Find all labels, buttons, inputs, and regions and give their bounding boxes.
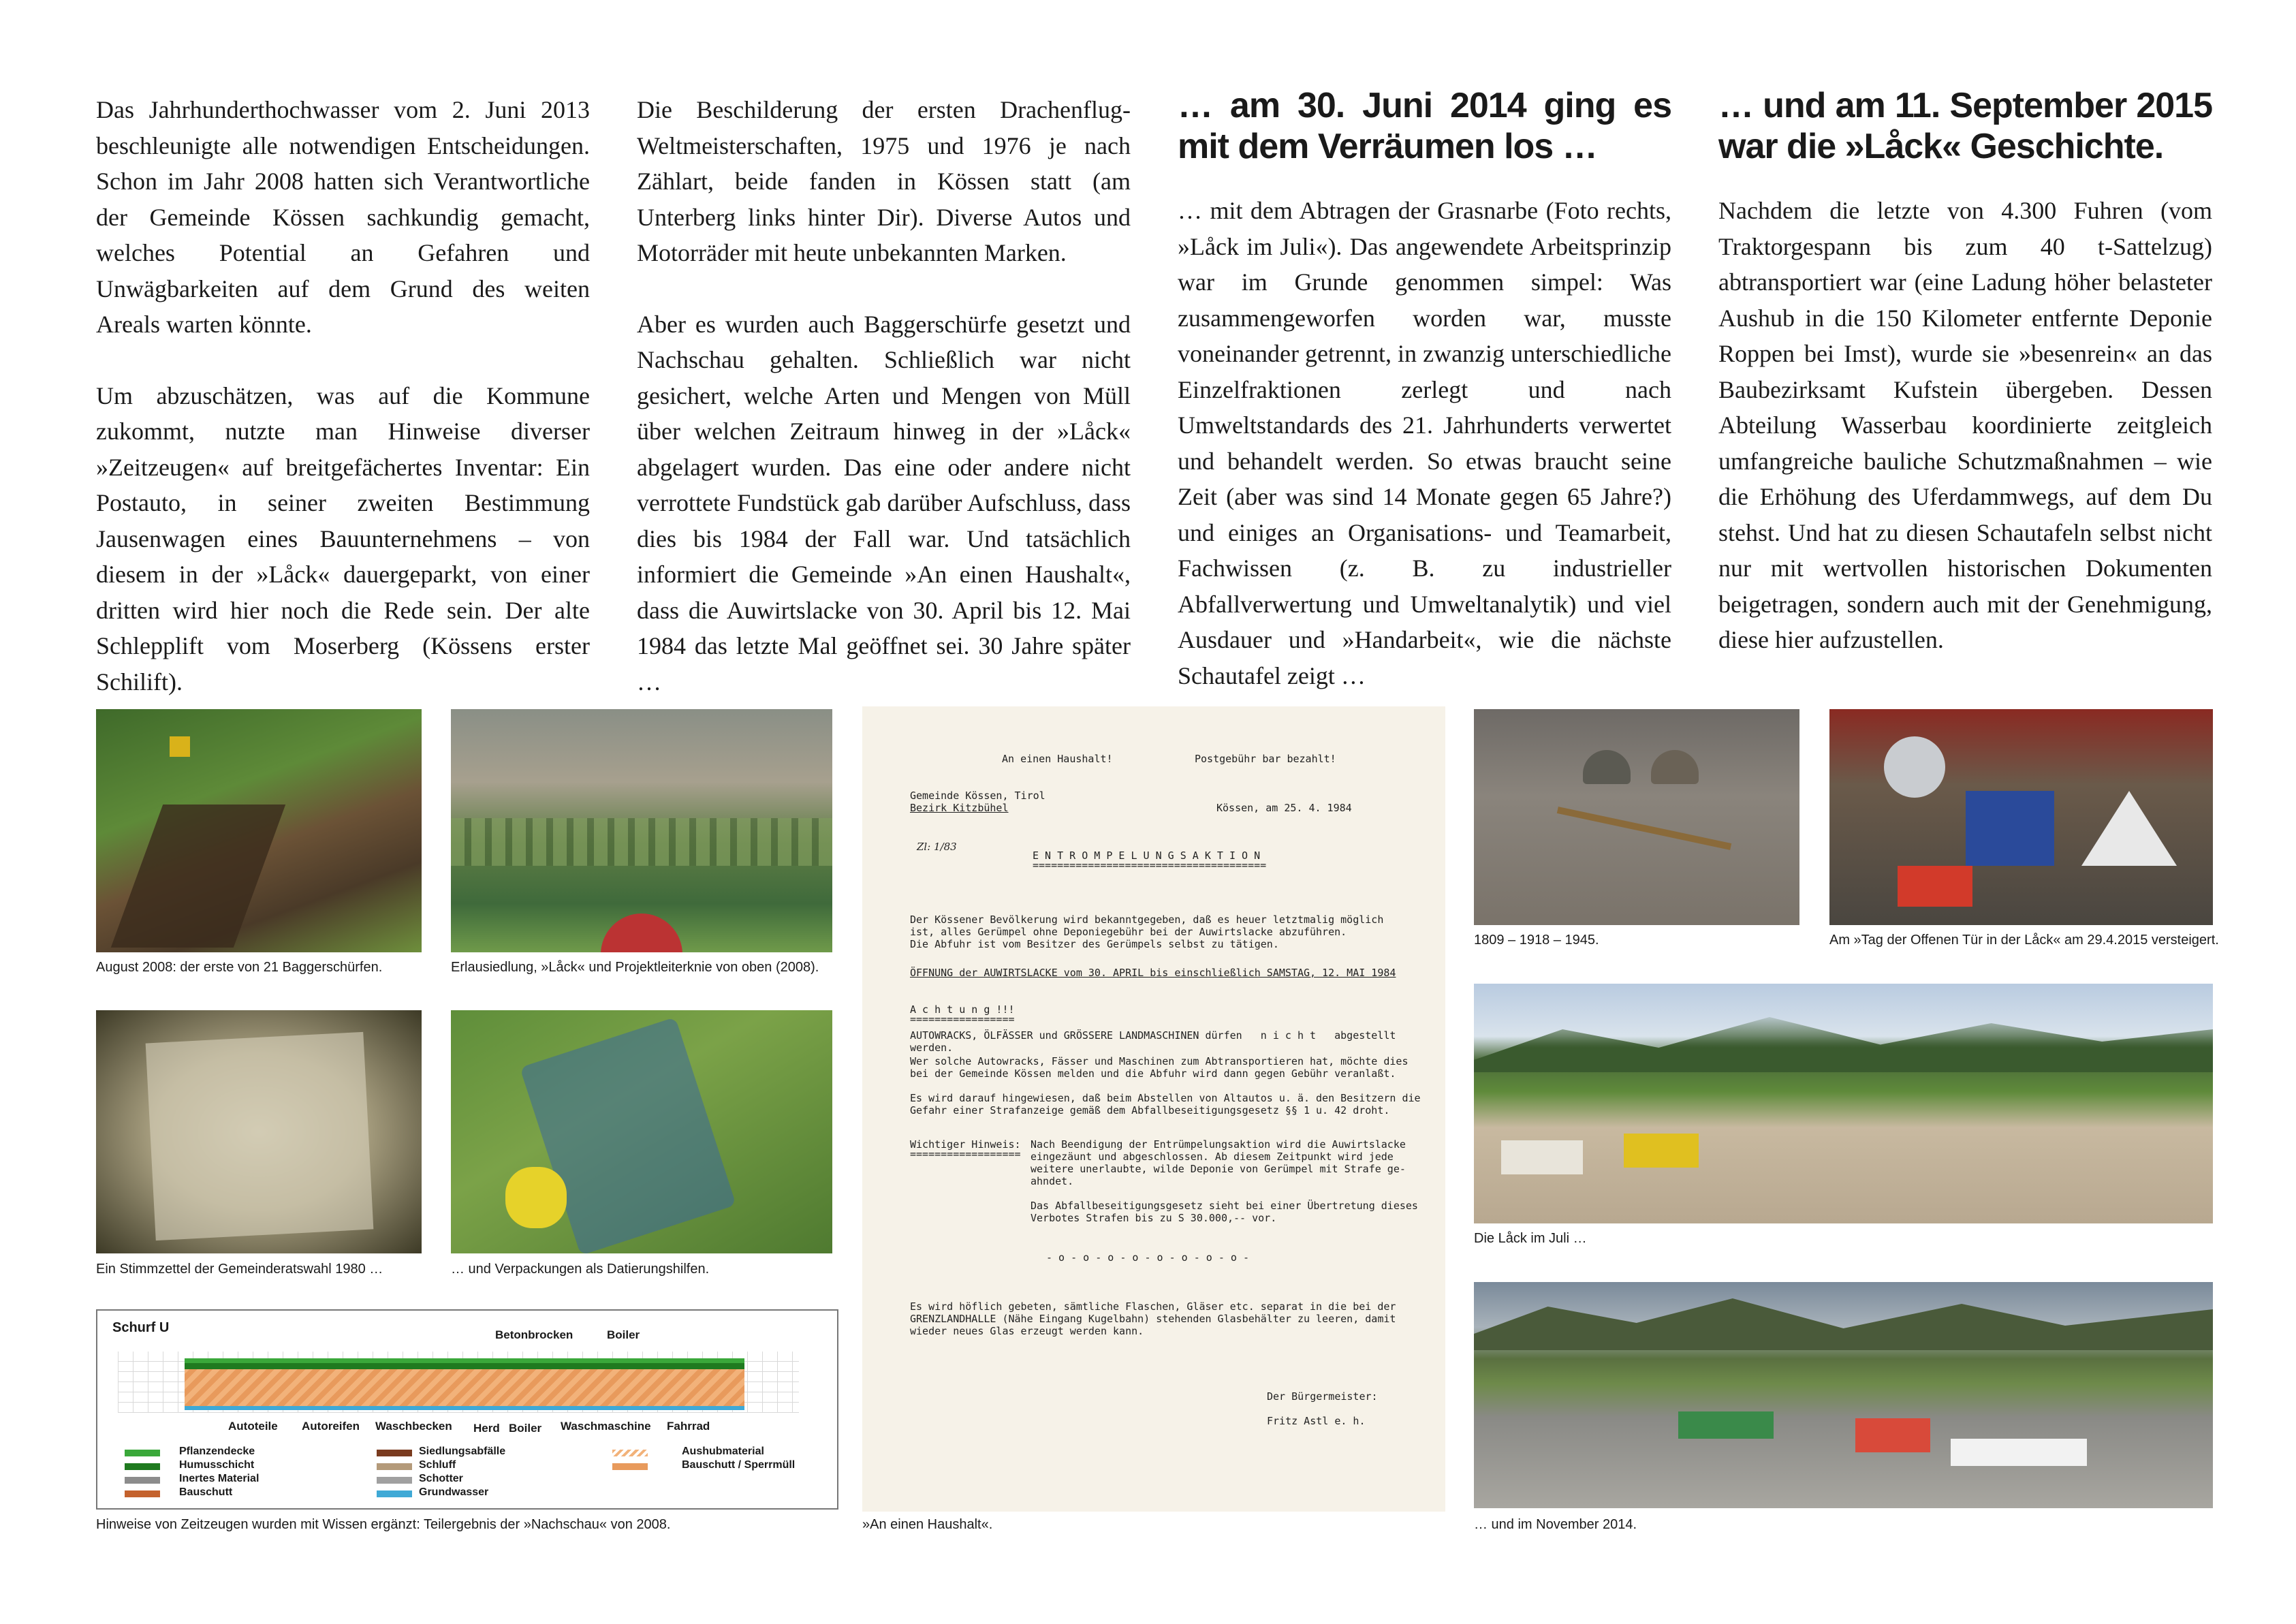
text-column-1 — [96, 92, 590, 735]
paragraph: Das Jahrhunderthochwasser vom 2. Juni 2013 beschleunigte alle notwendigen Entscheidungen. Schon im Jahr 2008 hatten sich Verantwortliche der Gemeinde Kössen sachkundig gemacht, welches Potential an Gefahren und Unwägbarkeiten auf dem Grund des weiten Areals warten könnte. — [96, 96, 590, 338]
photo-caption: 1809 – 1918 – 1945. — [1474, 933, 1599, 948]
legend-label: Schotter — [419, 1473, 463, 1484]
legend-swatch — [377, 1490, 412, 1497]
label-fahrrad: Fahrrad — [667, 1420, 710, 1433]
military-finds-photo — [1474, 709, 1799, 925]
doc-line: ================= — [910, 1013, 1015, 1025]
diagram-caption: Hinweise von Zeitzeugen wurden mit Wissen ergänzt: Teilergebnis der »Nachschau« von 2008. — [96, 1517, 671, 1532]
label-autoteile: Autoteile — [228, 1420, 278, 1433]
legend-label: Bauschutt / Sperrmüll — [682, 1459, 796, 1471]
doc-line: Wichtiger Hinweis: — [910, 1138, 1021, 1151]
doc-line: eingezäunt und abgeschlossen. Ab diesem Zeitpunkt wird jede — [1031, 1151, 1394, 1163]
legend-label: Humusschicht — [179, 1459, 255, 1471]
label-boiler-bottom: Boiler — [509, 1422, 542, 1435]
auctioned-signs-photo — [1829, 709, 2213, 925]
paragraph: Die Beschilderung der ersten Drachenflug-Weltmeisterschaften, 1975 und 1976 je nach Zählart, beide fanden in Kössen statt (am Unterberg links hinter Dir). Diverse Autos und Motorräder mit heute unbekannten Marken. — [637, 96, 1131, 266]
legend-swatch — [377, 1450, 412, 1456]
doc-line: Wer solche Autowracks, Fässer und Maschinen zum Abtransportieren hat, möchte dies — [910, 1055, 1409, 1067]
doc-line: A c h t u n g !!! — [910, 1003, 1015, 1016]
label-waschmaschine: Waschmaschine — [561, 1420, 651, 1433]
doc-line: Verbotes Strafen bis zu S 30.000,-- vor. — [1031, 1212, 1277, 1224]
doc-underline: ====================================== — [1033, 859, 1267, 871]
doc-line: Es wird höflich gebeten, sämtliche Flaschen, Gläser etc. separat in die bei der — [910, 1300, 1396, 1313]
label-betonbrocken: Betonbrocken — [495, 1328, 573, 1341]
legend-swatch — [125, 1490, 160, 1497]
doc-separator: - o - o - o - o - o - o - o - o - — [1046, 1251, 1250, 1264]
packaging-photo — [451, 1010, 832, 1253]
text-column-3 — [1178, 85, 1671, 729]
photo-caption: … und im November 2014. — [1474, 1517, 1637, 1532]
doc-line: Gefahr einer Strafanzeige gemäß dem Abfallbeseitigungsgesetz §§ 1 u. 42 droht. — [910, 1104, 1390, 1116]
doc-line: ahndet. — [1031, 1175, 1074, 1187]
legend-label: Bauschutt — [179, 1486, 233, 1498]
section-heading: … und am 11. September 2015 war die »Låck« Geschichte. — [1718, 86, 2212, 166]
excavation-photo — [96, 709, 422, 952]
doc-line: Es wird darauf hingewiesen, daß beim Abstellen von Altautos u. ä. den Besitzern die — [910, 1092, 1421, 1104]
legend-swatch — [125, 1450, 160, 1456]
layer-pflanzendecke — [185, 1358, 744, 1363]
paragraph: … mit dem Abtragen der Grasnarbe (Foto rechts, »Låck im Juli«). Das angewendete Arbeitsprinzip war im Grunde genommen simpel: Was zusammengeworfen worden war, musste voneinander getrennt, in zwanzig unterschiedliche Einzelfraktionen zerlegt und nach Umweltstandards des 21. Jahrhunderts verwertet und behandelt werden. So etwas braucht seine Zeit (aber was sind 14 Monate gegen 65 Jahre?) und einiges an Organisations- und Teamarbeit, Fachwissen (z. B. zu industrieller Abfallverwertung und Umweltanalytik) und viel Ausdauer und »Handarbeit«, wie die nächste Schautafel zeigt … — [1178, 197, 1671, 689]
doc-line: weitere unerlaubte, wilde Deponie von Gerümpel mit Strafe ge- — [1031, 1163, 1406, 1175]
doc-date: Kössen, am 25. 4. 1984 — [1216, 802, 1352, 814]
legend-swatch — [612, 1450, 648, 1456]
layer-grundwasser — [185, 1406, 744, 1410]
doc-line: bei der Gemeinde Kössen melden und die Abfuhr wird dann gegen Gebühr veranlaßt. — [910, 1067, 1396, 1080]
layer-aushub — [185, 1367, 744, 1406]
label-boiler-top: Boiler — [607, 1328, 640, 1341]
panorama-july-photo — [1474, 984, 2213, 1223]
legend-label: Aushubmaterial — [682, 1446, 764, 1457]
doc-signature: Der Bürgermeister: — [1267, 1390, 1378, 1403]
doc-line: ist, alles Gerümpel ohne Deponiegebühr bei der Auwirtslacke abzuführen. — [910, 926, 1347, 938]
panorama-november-photo — [1474, 1282, 2213, 1508]
doc-signature: Fritz Astl e. h. — [1267, 1415, 1366, 1427]
label-waschbecken: Waschbecken — [375, 1420, 452, 1433]
photo-caption: Erlausiedlung, »Låck« und Projektleiterknie von oben (2008). — [451, 960, 819, 975]
layer-humus — [185, 1362, 744, 1369]
legend-label: Siedlungsabfälle — [419, 1446, 506, 1457]
paragraph: Um abzuschätzen, was auf die Kommune zukommt, nutzte man Hinweise diverser »Zeitzeugen« auf breitgefächertes Inventar: Ein Postauto, in seiner zweiten Bestimmung Jausenwagen eines Bauunternehmens – von diesem in der »Låck« dauergeparkt, von einer dritten wird hier noch die Rede sein. Der alte Schlepplift vom Moserberg (Kössens erster Schilift). — [96, 381, 590, 696]
haushalt-document — [862, 706, 1445, 1512]
doc-line: Nach Beendigung der Entrümpelungsaktion wird die Auwirtslacke — [1031, 1138, 1406, 1151]
doc-line: Der Kössener Bevölkerung wird bekanntgegeben, daß es heuer letztmalig möglich — [910, 914, 1384, 926]
label-autoreifen: Autoreifen — [302, 1420, 360, 1433]
photo-caption: August 2008: der erste von 21 Baggerschürfen. — [96, 960, 383, 975]
legend-label: Pflanzendecke — [179, 1446, 255, 1457]
document-caption: »An einen Haushalt«. — [862, 1517, 993, 1532]
aerial-photo — [451, 709, 832, 952]
doc-line: GRENZLANDHALLE (Nähe Eingang Kugelbahn) stehenden Glasbehälter zu leeren, damit — [910, 1313, 1396, 1325]
diagram-title: Schurf U — [112, 1320, 170, 1335]
doc-title: E N T R O M P E L U N G S A K T I O N — [1033, 849, 1261, 862]
legend-swatch — [612, 1463, 648, 1470]
legend-swatch — [377, 1477, 412, 1484]
section-heading: … am 30. Juni 2014 ging es mit dem Verräumen los … — [1178, 86, 1671, 166]
doc-line: Postgebühr bar bezahlt! — [1195, 753, 1336, 765]
legend-label: Schluff — [419, 1459, 456, 1471]
doc-line: ================== — [910, 1148, 1021, 1160]
doc-ref: Zl: 1/83 — [917, 841, 957, 853]
label-herd: Herd — [473, 1422, 500, 1435]
doc-line: AUTOWRACKS, ÖLFÄSSER und GRÖSSERE LANDMASCHINEN dürfen n i c h t abgestellt — [910, 1029, 1396, 1042]
doc-line: Das Abfallbeseitigungsgesetz sieht bei einer Übertretung dieses — [1031, 1200, 1418, 1212]
doc-line: wieder neues Glas erzeugt werden kann. — [910, 1325, 1144, 1337]
doc-line: Die Abfuhr ist vom Besitzer des Gerümpels selbst zu tätigen. — [910, 938, 1279, 950]
photo-caption: Die Låck im Juli … — [1474, 1231, 1587, 1246]
doc-line: werden. — [910, 1042, 954, 1054]
ballot-photo — [96, 1010, 422, 1253]
doc-line: An einen Haushalt! — [1002, 753, 1113, 765]
doc-line: ÖFFNUNG der AUWIRTSLACKE vom 30. APRIL bis einschließlich SAMSTAG, 12. MAI 1984 — [910, 967, 1396, 979]
doc-line: Gemeinde Kössen, Tirol — [910, 790, 1045, 802]
legend-swatch — [125, 1463, 160, 1470]
legend-swatch — [125, 1477, 160, 1484]
legend-label: Inertes Material — [179, 1473, 260, 1484]
text-column-4 — [1718, 85, 2212, 693]
legend-swatch — [377, 1463, 412, 1470]
photo-caption: Am »Tag der Offenen Tür in der Låck« am 29.4.2015 versteigert. — [1829, 933, 2219, 948]
paragraph: Nachdem die letzte von 4.300 Fuhren (vom Traktorgespann bis zum 40 t-Sattelzug) abtransportiert war (eine Ladung höher belasteter Aushub in die 150 Kilometer entfernte Deponie Roppen bei Imst), wurde sie »besenrein« an das Baubezirksamt Kufstein übergeben. Dessen Abteilung Wasserbau koordinierte zeitgleich umfangreiche bauliche Schutzmaßnahmen – wie die Erhöhung des Uferdammwegs, auf dem Du stehst. Und hat zu diesen Schautafeln selbst nicht nur mit wertvollen historischen Dokumenten beigetragen, sondern auch mit der Genehmigung, diese hier aufzustellen. — [1718, 197, 2212, 653]
text-column-2 — [637, 92, 1131, 735]
schurf-diagram — [96, 1309, 838, 1510]
photo-caption: Ein Stimmzettel der Gemeinderatswahl 1980 … — [96, 1262, 383, 1277]
doc-line: Bezirk Kitzbühel — [910, 802, 1009, 814]
legend-label: Grundwasser — [419, 1486, 489, 1498]
paragraph: Aber es wurden auch Baggerschürfe gesetzt und Nachschau gehalten. Schließlich war nicht gesichert, welche Arten und Mengen von Müll über welchen Zeitraum hinweg in der »Låck« abgelagert wurden. Das eine oder andere nicht verrottete Fundstück gab darüber Aufschluss, dass dies bis 1984 der Fall war. Und tatsächlich informiert die Gemeinde »An einen Haushalt«, dass die Auwirtslacke von 30. April bis 12. Mai 1984 das letzte Mal geöffnet sei. 30 Jahre später … — [637, 310, 1131, 696]
photo-caption: … und Verpackungen als Datierungshilfen. — [451, 1262, 710, 1277]
